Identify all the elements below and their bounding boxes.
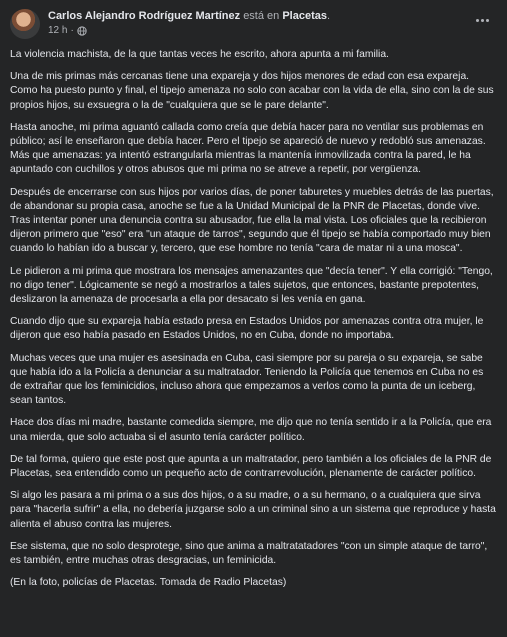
post-header — [10, 8, 497, 44]
author-name[interactable]: Carlos Alejandro Rodríguez Martínez — [48, 10, 241, 22]
post-paragraph: De tal forma, quiero que este post que apunta a un maltratador, pero también a los oficiales de la PNR de Placetas, sea entendido como un pequeño acto de contrarrevolución, plenamente de carácter político. — [10, 453, 492, 480]
post-paragraph: Hace dos días mi madre, bastante comedida siempre, me dijo que no tenía sentido ir a la Policía, que era una mierda, que solo actuaba si el asunto tenía carácter político. — [10, 417, 492, 443]
more-options-icon[interactable] — [471, 12, 493, 28]
post-meta — [48, 25, 87, 36]
location-link[interactable]: Placetas — [282, 10, 327, 22]
post-paragraph: Ese sistema, que no solo desprotege, sino que anima a maltratatadores "con un simple ataque de tarro", es también, entre muchas otras desgracias, un feminicida. — [10, 540, 488, 567]
author-line — [48, 10, 330, 22]
post-paragraph: Una de mis primas más cercanas tiene una expareja y dos hijos menores de edad con esa expareja. Como ha puesto punto y final, el tipejo amenaza no solo con acabar con la vida de ella, sino con la de sus propios hijos, su exsuegra o la de "cualquiera que se le pare delante". — [10, 71, 494, 111]
post-paragraph: Cuando dijo que su expareja había estado presa en Estados Unidos por amenazas contra otra mujer, le dijeron que eso había pasado en Estados Unidos, no en Cuba, donde no importaba. — [10, 316, 484, 342]
timestamp[interactable]: 12 h — [48, 25, 68, 36]
post-body — [10, 48, 497, 591]
post-paragraph: Si algo les pasara a mi prima o a sus dos hijos, o a su madre, o a su hermano, o a cualquiera que sirva para "hacerla sufrir" a ella, no debería juzgarse solo a un criminal sino a un sistema que reproduce y hasta alienta el abuso contra las mujeres. — [10, 490, 496, 530]
post-paragraph: Le pidieron a mi prima que mostrara los mensajes amenazantes que "decía tener". Y ella corrigió: "Tengo, no digo tener". Lógicamente se negó a mostrarlos a tales sujetos, que entonces, bastante prepotentes, deslizaron la amenaza de procesarla a ella por desacato si les venía en gana. — [10, 265, 493, 306]
meta-separator: · — [70, 25, 74, 36]
post-paragraph: Después de encerrarse con sus hijos por varios días, de poner taburetes y muebles detrás de las puertas, de abandonar su propia casa, anoche se fue a la Unidad Municipal de la PNR de Placetas, donde vive. Tras intentar poner una denuncia contra su abusador, fue ella la mal vista. Los oficiales que la recibieron dijeron primero que "eso" era "un ataque de tarros", segundo que él tipejo se había comportado muy bien cuando lo habían ido a buscar y, tercero, que ese hombre no tenía "cara de matar ni a una mosca". — [10, 186, 494, 255]
post-paragraph: Muchas veces que una mujer es asesinada en Cuba, casi siempre por su pareja o su expareja, se sabe que había ido a la Policía a denunciar a su maltratador. Teniendo la Policía que tenemos en Cuba no es de extrañar que los feminicidios, incluso ahora que empezamos a verlos como la punta de un iceberg, sean tantos. — [10, 352, 484, 407]
location-prefix: está en — [243, 10, 280, 22]
post-paragraph: Hasta anoche, mi prima aguantó callada como creía que debía hacer para no ventilar sus problemas en público; así le enseñaron que debía hacer. Pero el tipejo se apareció de nuevo y redobló sus amenazas. Más que amenazas: ya intentó estrangularla mientras la mantenía inmovilizada contra la pared, le ha apuntado con cuchillos y otros abusos que mi prima no se atreve a repetir, por vergüenza. — [10, 121, 486, 176]
globe-icon[interactable] — [77, 26, 87, 36]
post-paragraph: La violencia machista, de la que tantas veces he escrito, ahora apunta a mi familia. — [10, 49, 389, 60]
post-paragraph: (En la foto, policías de Placetas. Tomada de Radio Placetas) — [10, 577, 287, 589]
location-suffix: . — [327, 10, 331, 22]
avatar[interactable] — [10, 9, 40, 39]
